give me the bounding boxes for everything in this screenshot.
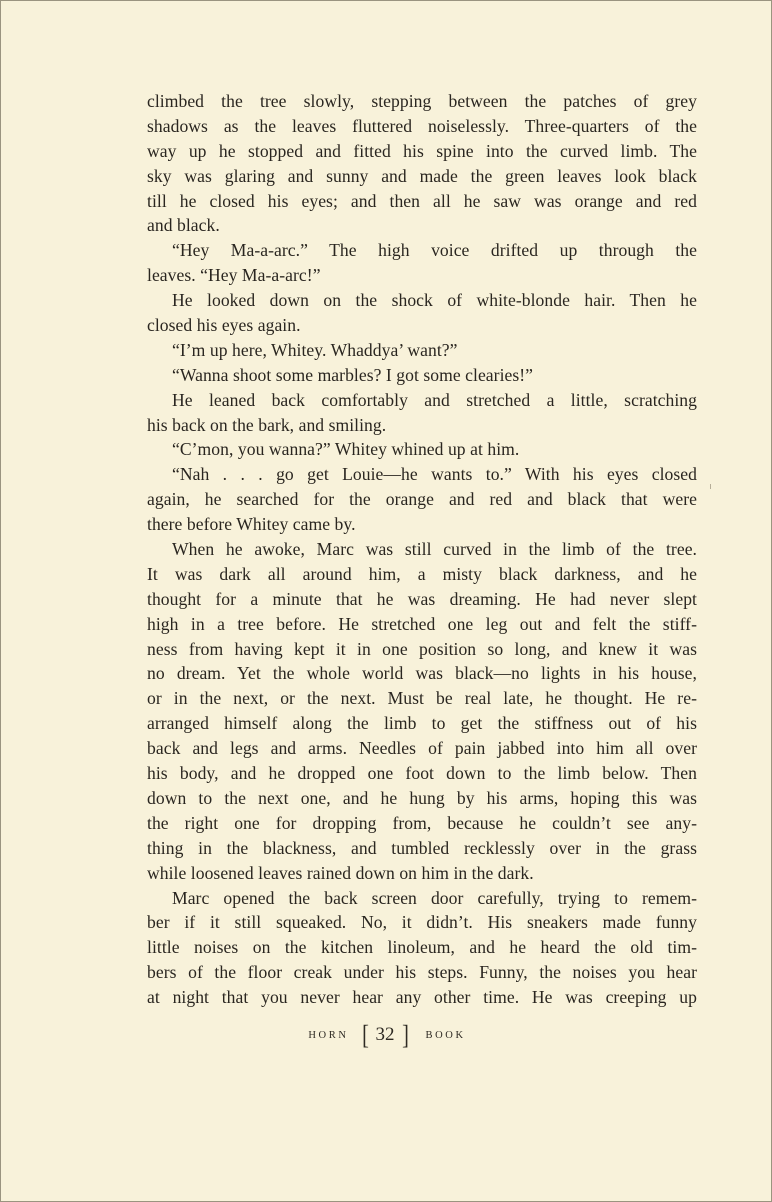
text-line: there before Whitey came by. (147, 514, 356, 535)
footer-right-bracket: ] (401, 1019, 409, 1050)
text-line: little noises on the kitchen linoleum, and he heard the old tim- (147, 937, 697, 958)
page-footer (1, 1015, 772, 1055)
text-line: bers of the floor creak under his steps. Funny, the noises you hear (147, 962, 697, 983)
text-line: high in a tree before. He stretched one leg out and felt the stiff- (147, 613, 697, 634)
text-line: thought for a minute that he was dreaming. He had never slept (147, 588, 697, 609)
footer-right-word: BOOK (425, 1029, 466, 1041)
text-line: thing in the blackness, and tumbled recklessly over in the grass (147, 837, 697, 858)
page-number: 32 (375, 1024, 395, 1045)
footer-left-word: HORN (308, 1029, 349, 1041)
text-line: till he closed his eyes; and then all he saw was orange and red (147, 190, 697, 211)
text-line: leaves. “Hey Ma-a-arc!” (147, 265, 321, 286)
text-line: ness from having kept it in one position so long, and knew it was (147, 638, 697, 659)
text-line: or in the next, or the next. Must be real late, he thought. He re- (147, 688, 697, 709)
text-line: He leaned back comfortably and stretched a little, scratching (172, 389, 697, 410)
text-line: “Hey Ma-a-arc.” The high voice drifted up through the (172, 240, 697, 261)
text-line: closed his eyes again. (147, 315, 301, 336)
text-line: It was dark all around him, a misty black darkness, and he (147, 563, 697, 584)
text-line: way up he stopped and fitted his spine into the curved limb. The (147, 140, 697, 161)
text-line: sky was glaring and sunny and made the green leaves look black (147, 165, 697, 186)
text-line: the right one for dropping from, because he couldn’t see any- (147, 812, 697, 833)
text-line: his body, and he dropped one foot down to the limb below. Then (147, 763, 697, 784)
text-line: his back on the bark, and smiling. (147, 414, 387, 435)
text-line: again, he searched for the orange and red and black that were (147, 489, 697, 510)
text-line: back and legs and arms. Needles of pain jabbed into him all over (147, 738, 697, 759)
text-line: ber if it still squeaked. No, it didn’t. His sneakers made funny (147, 912, 697, 933)
text-line: “Nah . . . go get Louie—he wants to.” With his eyes closed (172, 464, 697, 485)
paper-speck (710, 484, 711, 489)
text-line: “C’mon, you wanna?” Whitey whined up at him. (172, 439, 520, 460)
text-line: “Wanna shoot some marbles? I got some clearies!” (172, 364, 534, 385)
text-line: no dream. Yet the whole world was black—no lights in his house, (147, 663, 697, 684)
text-line: down to the next one, and he hung by his arms, hoping this was (147, 787, 697, 808)
text-line: shadows as the leaves fluttered noiselessly. Three-quarters of the (147, 115, 697, 136)
text-line: and black. (147, 215, 220, 236)
text-line: arranged himself along the limb to get the stiffness out of his (147, 713, 697, 734)
text-line: “I’m up here, Whitey. Whaddya’ want?” (172, 339, 458, 360)
text-line: at night that you never hear any other time. He was creeping up (147, 987, 697, 1008)
text-line: climbed the tree slowly, stepping between the patches of grey (147, 91, 697, 111)
text-line: while loosened leaves rained down on him in the dark. (147, 862, 534, 883)
text-line: Marc opened the back screen door carefully, trying to remem- (172, 887, 697, 908)
text-line: He looked down on the shock of white-blonde hair. Then he (172, 290, 697, 311)
footer-left-bracket: [ (361, 1019, 369, 1050)
text-line: When he awoke, Marc was still curved in the limb of the tree. (172, 539, 697, 560)
body-text (147, 89, 697, 1010)
